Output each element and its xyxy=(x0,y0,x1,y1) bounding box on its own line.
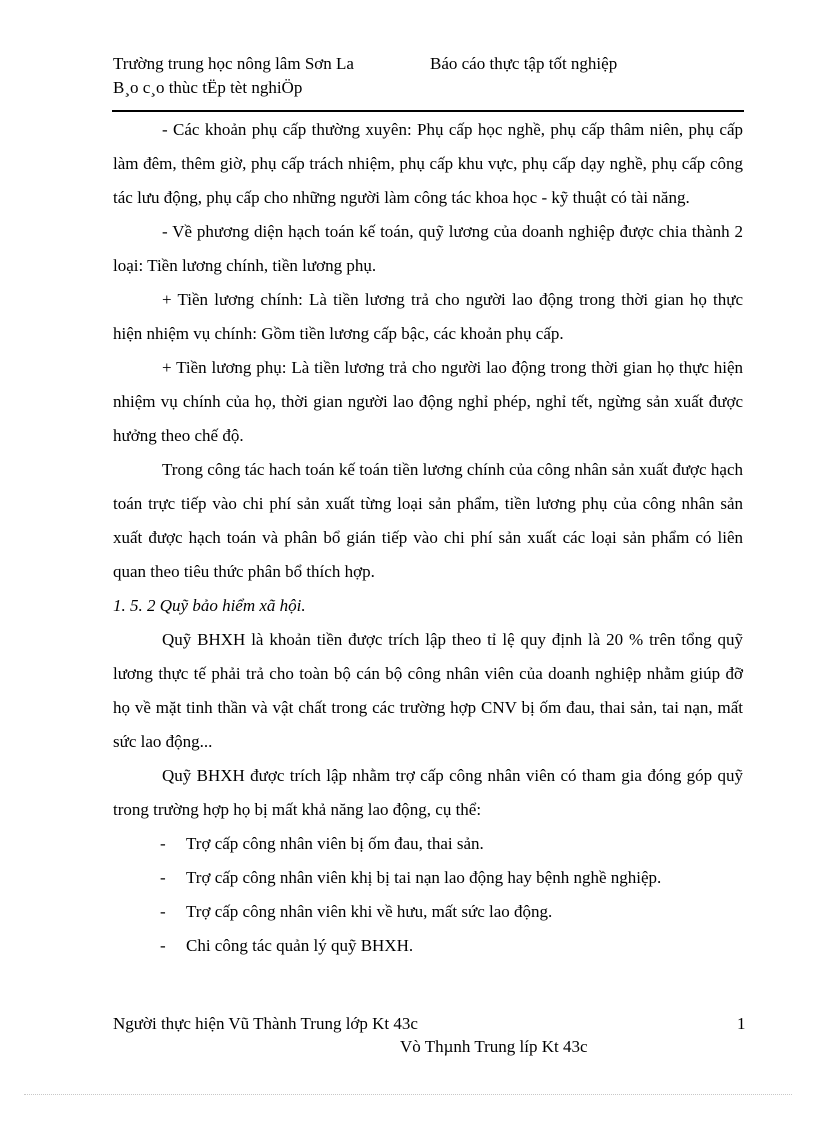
document-body xyxy=(113,113,743,963)
list-item xyxy=(113,929,743,963)
paragraph-bhxh-definition: Quỹ BHXH là khoản tiền được trích lập theo tỉ lệ quy định là 20 % trên tổng quỹ lương thực tế phải trả cho toàn bộ cán bộ công nhân viên của doanh nghiệp nhằm giúp đỡ họ về mặt tinh thần và vật chất trong các trường hợp CNV bị ốm đau, thai sản, tai nạn, mất sức lao động... xyxy=(113,630,743,751)
list-item xyxy=(113,827,743,861)
footer-author: Người thực hiện Vũ Thành Trung lớp Kt 43c xyxy=(113,1014,418,1033)
header-divider xyxy=(112,110,744,112)
list-item-text: Trợ cấp công nhân viên bị ốm đau, thai sản. xyxy=(186,834,484,853)
header-school-name: Trường trung học nông lâm Sơn La xyxy=(113,54,354,73)
section-heading: 1. 5. 2 Quỹ bảo hiểm xã hội. xyxy=(113,596,306,615)
list-item-text: Trợ cấp công nhân viên khi về hưu, mất sức lao động. xyxy=(186,902,553,921)
bullet-marker: - xyxy=(160,868,166,887)
paragraph-bhxh-purpose: Quỹ BHXH được trích lập nhằm trợ cấp công nhân viên có tham gia đóng góp quỹ trong trường hợp họ bị mất khả năng lao động, cụ thể: xyxy=(113,766,743,819)
bullet-marker: - xyxy=(160,834,166,853)
list-item-text: Chi công tác quản lý quỹ BHXH. xyxy=(186,936,414,955)
page-number: 1 xyxy=(737,1014,746,1033)
paragraph-allowances: - Các khoản phụ cấp thường xuyên: Phụ cấp học nghề, phụ cấp thâm niên, phụ cấp làm đêm, thêm giờ, phụ cấp trách nhiệm, phụ cấp khu vực, phụ cấp dạy nghề, phụ cấp công tác lưu động, phụ cấp cho những người làm công tác khoa học - kỹ thuật có tài năng. xyxy=(113,120,743,207)
bullet-marker: - xyxy=(160,902,166,921)
footer-garbled-author: Vò Thµnh Trung líp Kt 43c xyxy=(400,1037,588,1056)
paragraph-accounting-method: Trong công tác hach toán kế toán tiền lương chính của công nhân sản xuất được hạch toán trực tiếp vào chi phí sản xuất từng loại sản phẩm, tiền lương phụ của công nhân sản xuất được hạch toán và phân bổ gián tiếp vào chi phí sản xuất các loại sản phẩm có liên quan theo tiêu thức phân bổ thích hợp. xyxy=(113,460,743,581)
paragraph-main-salary: + Tiền lương chính: Là tiền lương trả cho người lao động trong thời gian họ thực hiện nhiệm vụ chính: Gồm tiền lương cấp bậc, các khoản phụ cấp. xyxy=(113,290,743,343)
header-garbled-title: B¸o c¸o thùc tËp tèt nghiÖp xyxy=(113,78,303,97)
bullet-marker: - xyxy=(160,936,166,955)
paragraph-accounting-aspect: - Về phương diện hạch toán kế toán, quỹ lương của doanh nghiệp được chia thành 2 loại: Tiền lương chính, tiền lương phụ. xyxy=(113,222,743,275)
list-item xyxy=(113,895,743,929)
list-item xyxy=(113,861,743,895)
list-item-text: Trợ cấp công nhân viên khị bị tai nạn lao động hay bệnh nghề nghiệp. xyxy=(186,868,662,887)
paragraph-extra-salary: + Tiền lương phụ: Là tiền lương trả cho người lao động trong thời gian họ thực hiện nhiệm vụ chính của họ, thời gian người lao động nghỉ phép, nghỉ tết, ngừng sản xuất được hưởng theo chế độ. xyxy=(113,358,743,445)
page-bottom-border xyxy=(24,1094,792,1095)
header-report-title: Báo cáo thực tập tốt nghiệp xyxy=(430,54,618,73)
